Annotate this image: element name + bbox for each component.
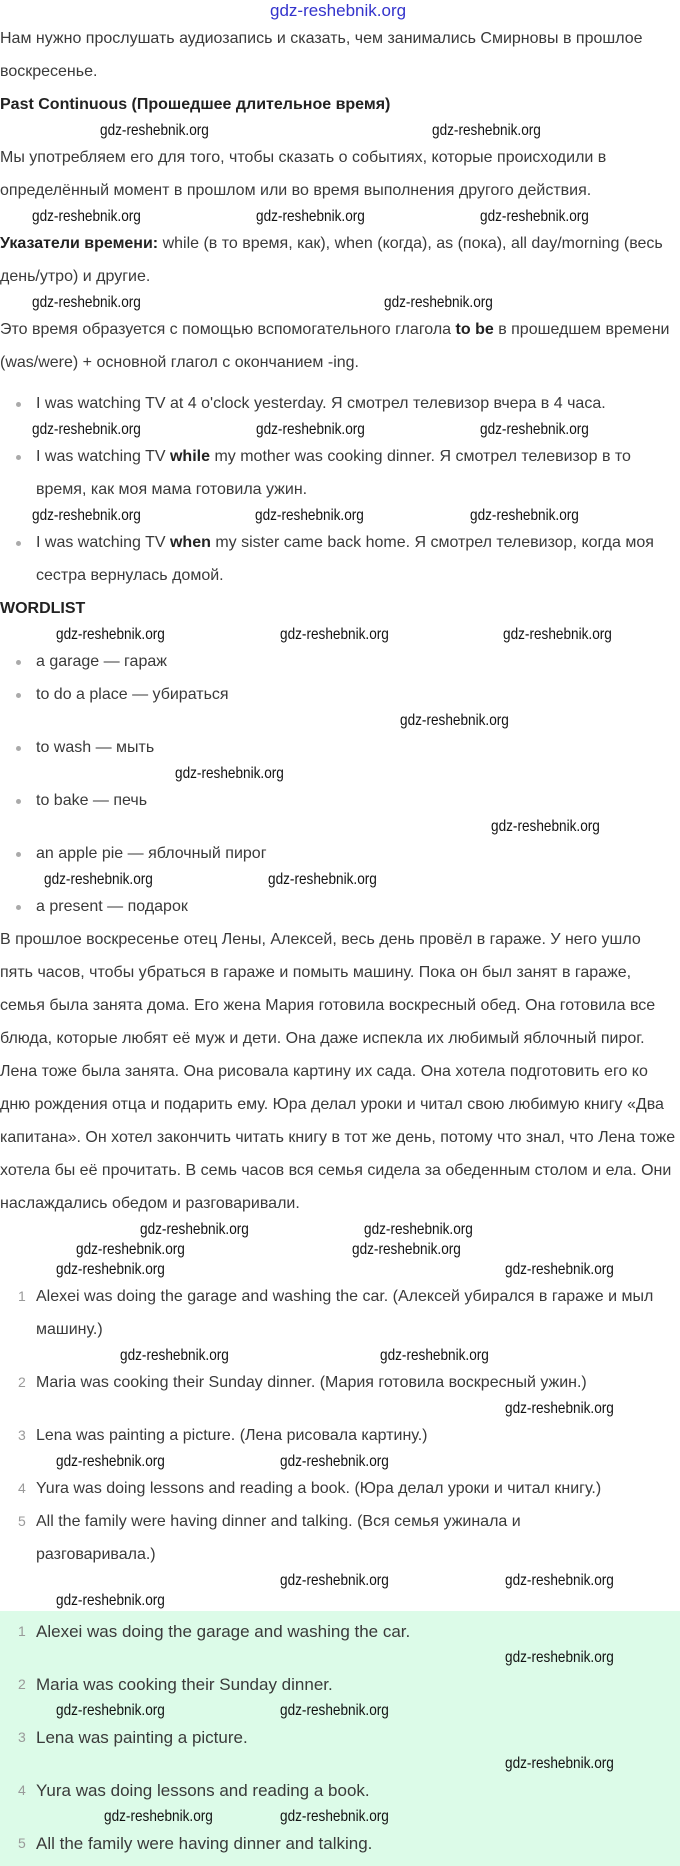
watermark-row — [0, 625, 680, 645]
watermark-row — [0, 207, 680, 227]
word-item: a garage — гараж — [36, 645, 656, 678]
watermark-row — [0, 1346, 680, 1366]
markers-text: while (в то время, как), when (когда), as (пока), all day/morning (весь день/утро) и другие. — [0, 235, 663, 285]
watermark: gdz-reshebnik.org — [470, 507, 579, 524]
watermark: gdz-reshebnik.org — [56, 626, 165, 643]
translation-item: Alexei was doing the garage and washing the car. (Алексей убирался в гараже и мыл машину.) — [36, 1288, 654, 1338]
watermark: gdz-reshebnik.org — [32, 294, 141, 311]
example-text: I was watching TV — [36, 448, 170, 465]
watermark-row — [0, 1754, 680, 1774]
formation-text — [0, 313, 676, 379]
watermark: gdz-reshebnik.org — [104, 1808, 213, 1825]
watermark: gdz-reshebnik.org — [491, 818, 600, 835]
watermark-row — [0, 817, 680, 837]
watermark-row — [0, 711, 680, 731]
watermark: gdz-reshebnik.org — [32, 421, 141, 438]
word-item: to wash — мыть — [36, 731, 656, 764]
watermark: gdz-reshebnik.org — [280, 1702, 389, 1719]
watermark-row — [0, 1648, 680, 1668]
watermark-row — [0, 1701, 680, 1721]
watermark-row — [0, 1399, 680, 1419]
intro-text: Нам нужно прослушать аудиозапись и сказать, чем занимались Смирновы в прошлое воскресенье. — [0, 30, 643, 80]
item-number: 2 — [18, 1676, 26, 1692]
watermark: gdz-reshebnik.org — [400, 712, 509, 729]
watermark: gdz-reshebnik.org — [480, 421, 589, 438]
example-item — [36, 526, 656, 592]
watermark-row — [0, 121, 680, 141]
markers-label: Указатели времени: — [0, 235, 159, 252]
translation-item: All the family were having dinner and talking. (Вся семья ужинала и разговаривала.) — [36, 1513, 521, 1563]
translation-row — [0, 1472, 680, 1505]
item-number: 5 — [18, 1835, 26, 1851]
item-number: 2 — [18, 1374, 26, 1390]
watermark-row — [0, 1220, 680, 1240]
translation-row — [0, 1505, 680, 1571]
answer-row — [0, 1827, 680, 1860]
answer-row — [0, 1774, 680, 1807]
example-keyword: while — [169, 448, 210, 465]
site-link[interactable]: gdz-reshebnik.org — [270, 1, 407, 20]
formation-bold: to be — [455, 321, 494, 338]
example-text: my sister came back home. Я смотрел телевизор, когда моя сестра вернулась домой. — [36, 534, 654, 584]
story-text: В прошлое воскресенье отец Лены, Алексей, весь день провёл в гараже. У него ушло пять часов, чтобы убраться в гараже и помыть машину. Пока он был занят в гараже, семья была занята дома. Его жена Мария готовила воскресный обед. Она готовила все блюда, которые любят её муж и дети. Она даже испекла их любимый яблочный пирог. Лена тоже была занята. Она рисовала картину их сада. Она хотела подготовить его ко дню рождения отца и подарить ему. Юра делал уроки и читал свою любимую книгу «Два капитана». Он хотел закончить читать книгу в тот же день, потому что знал, что Лена тоже хотела бы её прочитать. В семь часов вся семья сидела за обеденным столом и ела. Они наслаждались обедом и разговаривали. — [0, 931, 676, 1212]
watermark: gdz-reshebnik.org — [44, 871, 153, 888]
item-number: 3 — [18, 1729, 26, 1745]
watermark-row — [0, 293, 680, 313]
watermark: gdz-reshebnik.org — [32, 507, 141, 524]
translation-item: Maria was cooking their Sunday dinner. (Мария готовила воскресный ужин.) — [36, 1374, 587, 1391]
watermark: gdz-reshebnik.org — [120, 1347, 229, 1364]
watermark: gdz-reshebnik.org — [256, 421, 365, 438]
watermark: gdz-reshebnik.org — [505, 1261, 614, 1278]
wordlist-title: WORDLIST — [0, 600, 86, 617]
watermark-row — [0, 420, 680, 440]
watermark: gdz-reshebnik.org — [480, 208, 589, 225]
answer-item: All the family were having dinner and talking. — [36, 1834, 373, 1853]
word-item: to do a place — убираться — [36, 678, 656, 711]
watermark: gdz-reshebnik.org — [364, 1221, 473, 1238]
answer-item: Alexei was doing the garage and washing the car. — [36, 1622, 411, 1641]
watermark-row — [0, 1452, 680, 1472]
example-text: I was watching TV at 4 o'clock yesterday. Я смотрел телевизор вчера в 4 часа. — [36, 395, 606, 412]
answer-item: Maria was cooking their Sunday dinner. — [36, 1675, 333, 1694]
item-number: 4 — [18, 1480, 26, 1496]
example-text: my mother was cooking dinner. Я смотрел телевизор в то время, как моя мама готовила ужин. — [36, 448, 631, 498]
watermark: gdz-reshebnik.org — [255, 507, 364, 524]
watermark: gdz-reshebnik.org — [505, 1572, 614, 1589]
watermark: gdz-reshebnik.org — [268, 871, 377, 888]
time-markers — [0, 227, 676, 293]
usage-text: Мы употребляем его для того, чтобы сказать о событиях, которые происходили в определённый момент в прошлом или во время выполнения другого действия. — [0, 149, 607, 199]
watermark: gdz-reshebnik.org — [432, 122, 541, 139]
watermark: gdz-reshebnik.org — [56, 1702, 165, 1719]
answer-row — [0, 1615, 680, 1648]
watermark: gdz-reshebnik.org — [56, 1261, 165, 1278]
formation-before: Это время образуется с помощью вспомогательного глагола — [0, 321, 456, 338]
word-item: to bake — печь — [36, 784, 656, 817]
watermark: gdz-reshebnik.org — [140, 1221, 249, 1238]
formation-after: в прошедшем времени (was/were) + основной глагол с окончанием -ing. — [0, 321, 670, 371]
watermark: gdz-reshebnik.org — [384, 294, 493, 311]
watermark-row — [0, 1571, 680, 1591]
translation-item: Lena was painting a picture. (Лена рисовала картину.) — [36, 1427, 428, 1444]
answer-box — [0, 1611, 680, 1866]
translation-row — [0, 1419, 680, 1452]
answer-row — [0, 1721, 680, 1754]
watermark: gdz-reshebnik.org — [56, 1592, 165, 1609]
watermark-row — [0, 870, 680, 890]
answer-row — [0, 1668, 680, 1701]
example-item — [36, 440, 656, 506]
watermark-row — [0, 1260, 680, 1280]
answer-item: Yura was doing lessons and reading a book. — [36, 1781, 370, 1800]
watermark: gdz-reshebnik.org — [505, 1755, 614, 1772]
item-number: 3 — [18, 1427, 26, 1443]
watermark: gdz-reshebnik.org — [280, 1808, 389, 1825]
watermark: gdz-reshebnik.org — [280, 1453, 389, 1470]
section-heading: Past Continuous (Прошедшее длительное время) — [0, 96, 391, 113]
answer-item: Lena was painting a picture. — [36, 1728, 248, 1747]
example-text: I was watching TV — [36, 534, 170, 551]
watermark: gdz-reshebnik.org — [100, 122, 209, 139]
item-number: 1 — [18, 1288, 26, 1304]
watermark: gdz-reshebnik.org — [505, 1649, 614, 1666]
item-number: 1 — [18, 1623, 26, 1639]
translation-row — [0, 1280, 680, 1346]
watermark: gdz-reshebnik.org — [56, 1453, 165, 1470]
watermark-row — [0, 1240, 680, 1260]
item-number: 4 — [18, 1782, 26, 1798]
watermark: gdz-reshebnik.org — [76, 1241, 185, 1258]
item-number: 5 — [18, 1513, 26, 1529]
translation-item: Yura was doing lessons and reading a book. (Юра делал уроки и читал книгу.) — [36, 1480, 602, 1497]
watermark: gdz-reshebnik.org — [505, 1400, 614, 1417]
watermark-row — [0, 1591, 680, 1611]
translation-row — [0, 1366, 680, 1399]
watermark: gdz-reshebnik.org — [352, 1241, 461, 1258]
watermark: gdz-reshebnik.org — [380, 1347, 489, 1364]
watermark: gdz-reshebnik.org — [256, 208, 365, 225]
watermark-row — [0, 1807, 680, 1827]
watermark: gdz-reshebnik.org — [503, 626, 612, 643]
translation-list — [0, 1280, 680, 1611]
example-item — [36, 387, 656, 420]
watermark-row — [0, 506, 680, 526]
word-item: an apple pie — яблочный пирог — [36, 837, 656, 870]
example-keyword: when — [169, 534, 211, 551]
watermark: gdz-reshebnik.org — [175, 765, 284, 782]
word-item: a present — подарок — [36, 890, 656, 923]
watermark: gdz-reshebnik.org — [280, 626, 389, 643]
watermark: gdz-reshebnik.org — [280, 1572, 389, 1589]
watermark: gdz-reshebnik.org — [32, 208, 141, 225]
watermark-row — [0, 764, 680, 784]
